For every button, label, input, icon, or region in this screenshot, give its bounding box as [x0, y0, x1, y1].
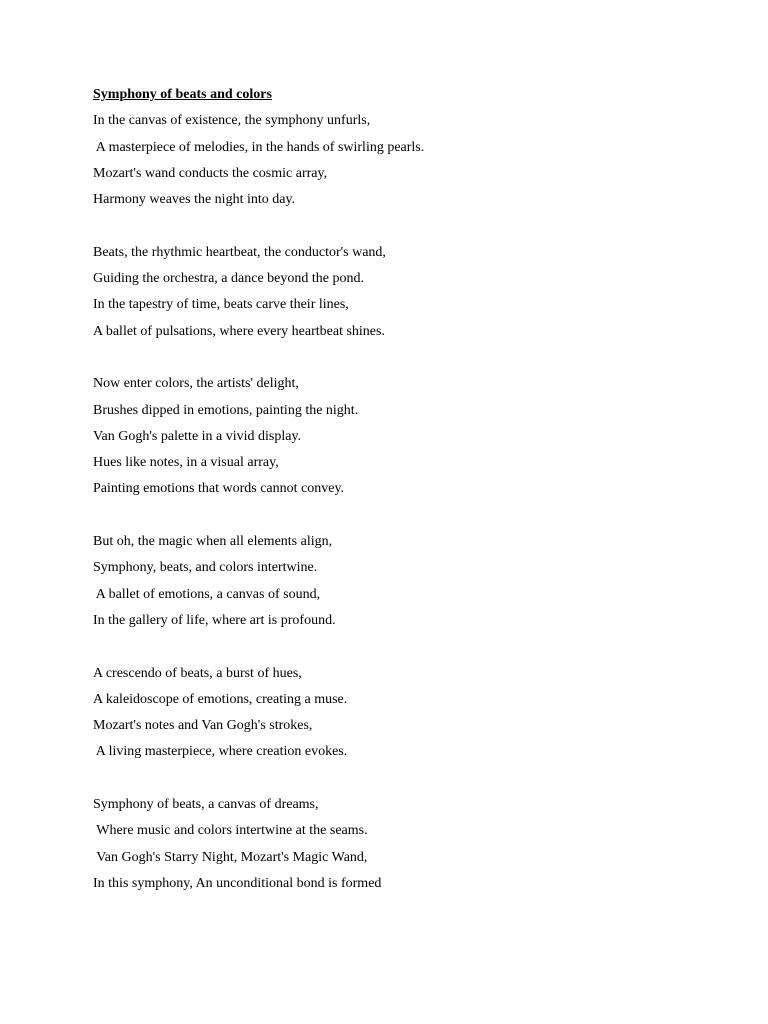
poem-line: Mozart's wand conducts the cosmic array, — [93, 165, 328, 181]
poem-line: Now enter colors, the artists' delight, — [93, 376, 299, 392]
poem-line: Harmony weaves the night into day. — [93, 192, 296, 208]
poem-line: Guiding the orchestra, a dance beyond the pond. — [93, 271, 364, 287]
document-page — [93, 86, 713, 901]
poem-line: In the canvas of existence, the symphony unfurls, — [93, 113, 371, 129]
poem-line: Mozart's notes and Van Gogh's strokes, — [93, 718, 313, 734]
poem-line: A masterpiece of melodies, in the hands of swirling pearls. — [93, 139, 425, 155]
poem-line: In the tapestry of time, beats carve their lines, — [93, 297, 349, 313]
stanza-4 — [93, 533, 713, 638]
poem-title: Symphony of beats and colors — [93, 87, 272, 102]
stanza-break — [93, 638, 713, 664]
stanza-6 — [93, 796, 713, 901]
stanza-break — [93, 217, 713, 243]
poem-line: But oh, the magic when all elements align, — [93, 534, 333, 550]
poem-line: In this symphony, An unconditional bond is formed — [93, 875, 382, 891]
poem-line: A ballet of pulsations, where every heartbeat shines. — [93, 323, 385, 339]
poem-line: In the gallery of life, where art is profound. — [93, 612, 336, 628]
poem-line: Van Gogh's palette in a vivid display. — [93, 428, 302, 444]
poem-line: Van Gogh's Starry Night, Mozart's Magic Wand, — [93, 849, 368, 865]
poem-line: Painting emotions that words cannot convey. — [93, 481, 345, 497]
stanza-1 — [93, 112, 713, 217]
poem-line: A crescendo of beats, a burst of hues, — [93, 665, 302, 681]
stanza-3 — [93, 375, 713, 506]
poem-line: Beats, the rhythmic heartbeat, the conductor's wand, — [93, 244, 386, 260]
stanza-break — [93, 770, 713, 796]
poem-line: Hues like notes, in a visual array, — [93, 455, 279, 471]
poem-line: Where music and colors intertwine at the seams. — [93, 823, 368, 839]
stanza-2 — [93, 244, 713, 349]
poem-line: A kaleidoscope of emotions, creating a muse. — [93, 691, 348, 707]
stanza-break — [93, 507, 713, 533]
poem-line: Symphony, beats, and colors intertwine. — [93, 560, 318, 576]
stanza-5 — [93, 665, 713, 770]
poem-line: Brushes dipped in emotions, painting the night. — [93, 402, 359, 418]
poem-line: A ballet of emotions, a canvas of sound, — [93, 586, 321, 602]
stanza-break — [93, 349, 713, 375]
poem-line: Symphony of beats, a canvas of dreams, — [93, 797, 319, 813]
poem-line: A living masterpiece, where creation evokes. — [93, 744, 348, 760]
